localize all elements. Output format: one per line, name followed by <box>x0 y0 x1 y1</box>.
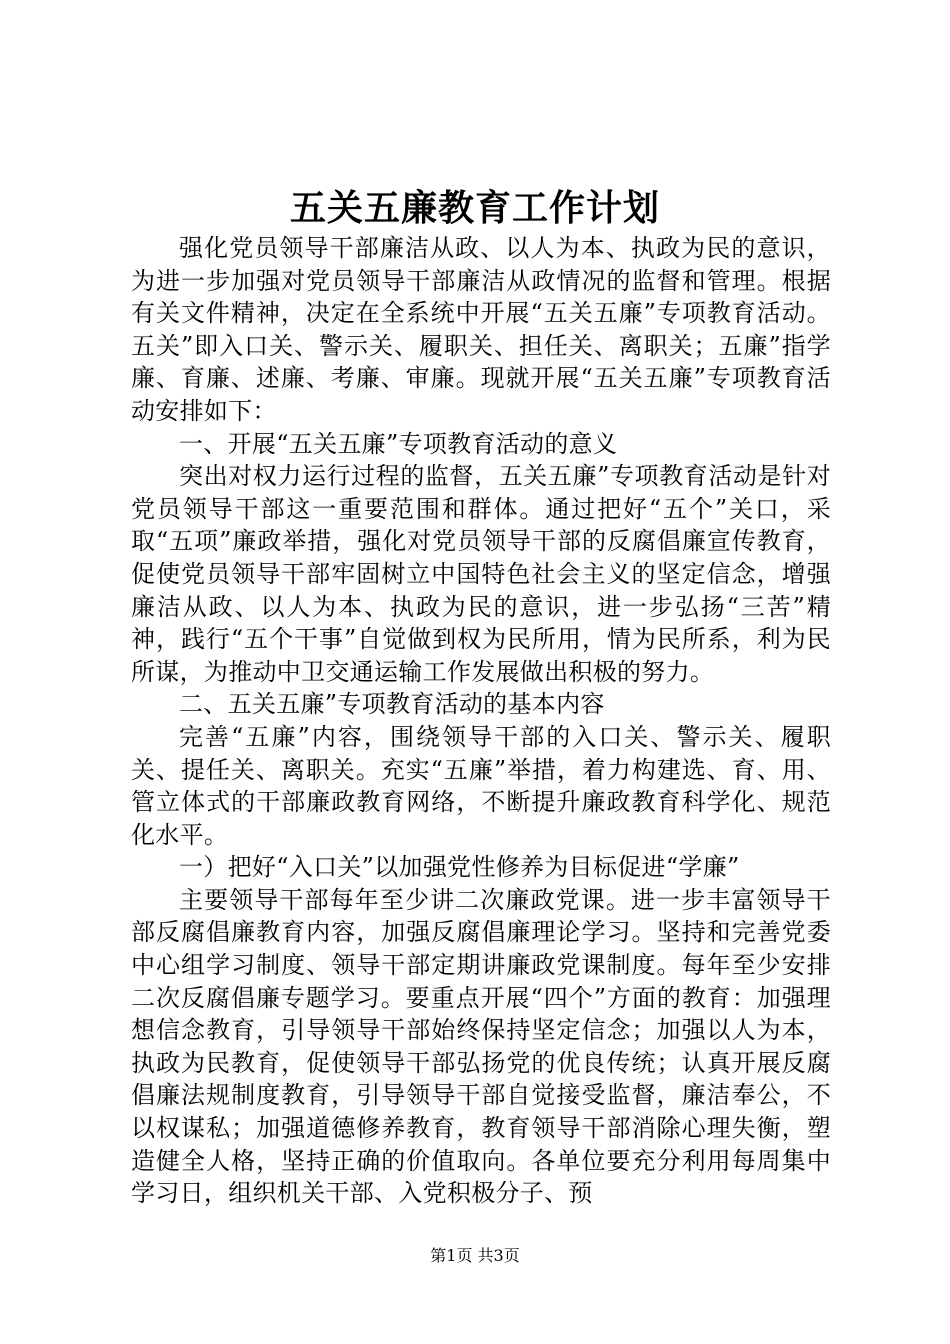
document-title: 五关五廉教育工作计划 <box>289 187 660 229</box>
content-paragraph: 完善“五廉”内容，围绕领导干部的入口关、警示关、履职关、提任关、离职关。充实“五廉”举措，着力构建选、育、用、管立体式的干部廉政教育网络，不断提升廉政教育科学化、规范化水平。 <box>131 722 831 849</box>
section-heading-content: 二、五关五廉”专项教育活动的基本内容 <box>179 690 605 719</box>
page-footer: 第1页 共3页 <box>430 1246 520 1265</box>
document-body <box>131 232 831 1210</box>
intro-paragraph: 强化党员领导干部廉洁从政、以人为本、执政为民的意识，为进一步加强对党员领导干部廉洁从政情况的监督和管理。根据有关文件精神，决定在全系统中开展“五关五廉”专项教育活动。五关”即入口关、警示关、履职关、担任关、离职关；五廉”指学廉、育廉、述廉、考廉、审廉。现就开展“五关五廉”专项教育活动安排如下： <box>131 234 831 425</box>
subsection-heading-entry: 一）把好“入口关”以加强党性修养为目标促进“学廉” <box>179 853 740 882</box>
significance-paragraph: 突出对权力运行过程的监督，五关五廉”专项教育活动是针对党员领导干部这一重要范围和群体。通过把好“五个”关口，采取“五项”廉政举措，强化对党员领导干部的反腐倡廉宣传教育，促使党员领导干部牢固树立中国特色社会主义的坚定信念，增强廉洁从政、以人为本、执政为民的意识，进一步弘扬“三苦”精神，践行“五个干事”自觉做到权为民所用，情为民所系，利为民所谋，为推动中卫交通运输工作发展做出积极的努力。 <box>131 462 831 686</box>
entry-paragraph: 主要领导干部每年至少讲二次廉政党课。进一步丰富领导干部反腐倡廉教育内容，加强反腐倡廉理论学习。坚持和完善党委中心组学习制度、领导干部定期讲廉政党课制度。每年至少安排二次反腐倡廉专题学习。要重点开展“四个”方面的教育：加强理想信念教育，引导领导干部始终保持坚定信念；加强以人为本，执政为民教育，促使领导干部弘扬党的优良传统；认真开展反腐倡廉法规制度教育，引导领导干部自觉接受监督，廉洁奉公，不以权谋私；加强道德修养教育，教育领导干部消除心理失衡，塑造健全人格，坚持正确的价值取向。各单位要充分利用每周集中学习日，组织机关干部、入党积极分子、预 <box>131 885 831 1208</box>
section-heading-significance: 一、开展“五关五廉”专项教育活动的意义 <box>179 429 618 458</box>
